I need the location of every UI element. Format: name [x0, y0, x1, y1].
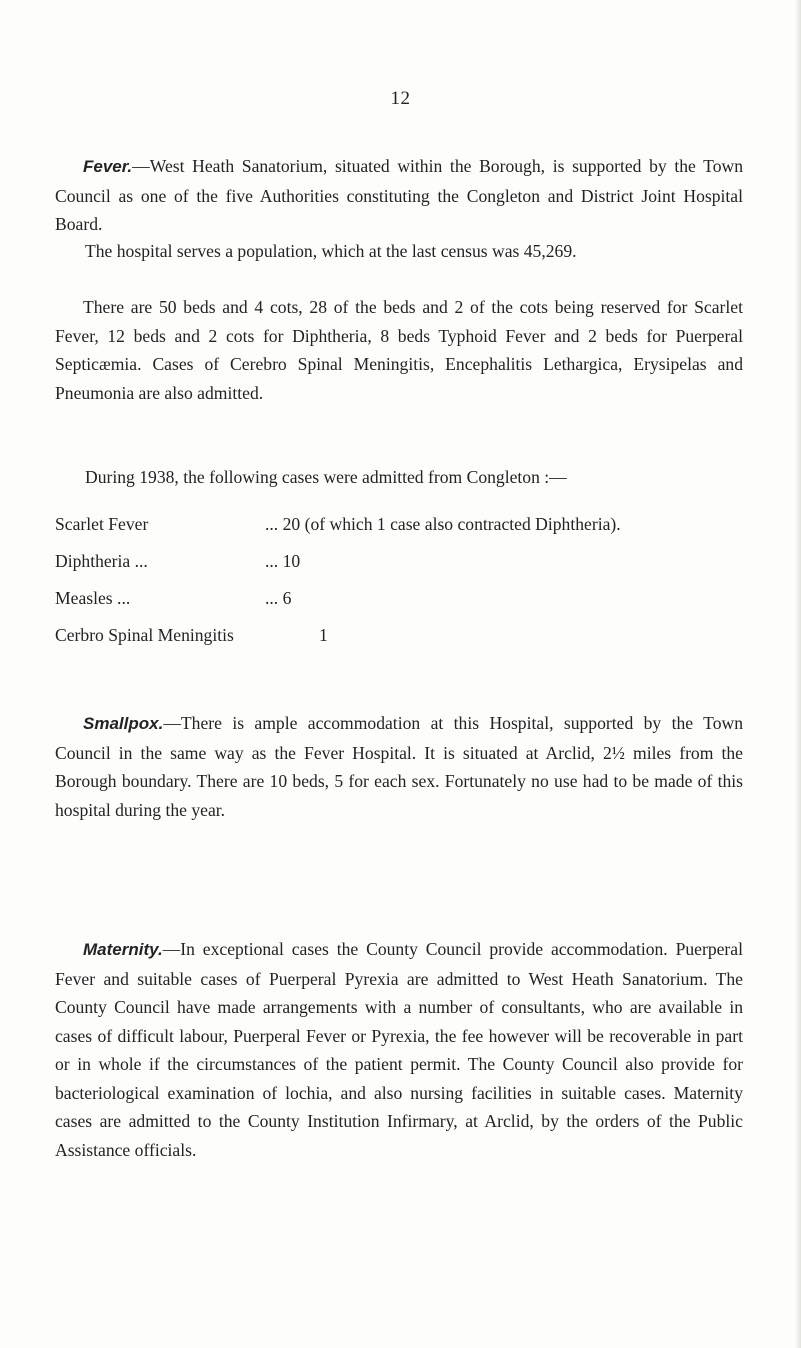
case-count: ... 10: [265, 551, 301, 571]
admissions-list: [55, 506, 755, 654]
case-name: Measles ...: [55, 588, 131, 608]
smallpox-text: —There is ample accommodation at this Hospital, supported by the Town Council in the same way as the Fever Hospital. It is situated at Arclid, 2½ miles from the Borough boundary. There are 10 beds, 5 for each sex. Fortunately no use had to be made of this hospital during the year.: [55, 713, 743, 820]
maternity-heading: Maternity.: [83, 940, 163, 959]
fever-heading: Fever.: [83, 157, 133, 176]
list-item: [55, 617, 755, 654]
list-item: [55, 543, 755, 580]
beds-paragraph: There are 50 beds and 4 cots, 28 of the beds and 2 of the cots being reserved for Scarlet Fever, 12 beds and 2 cots for Diphtheria, 8 beds Typhoid Fever and 2 beds for Puerperal Septicæmia. Cases of Cerebro Spinal Meningitis, Encephalitis Lethargica, Erysipelas and Pneumonia are also admitted.: [55, 297, 743, 403]
case-name: Cerbro Spinal Meningitis: [55, 625, 234, 645]
maternity-text: —In exceptional cases the County Council provide accommodation. Puerperal Fever and suitable cases of Puerperal Pyrexia are admitted to West Heath Sanatorium. The County Council have made arrangements with a number of consultants, who are available in cases of difficult labour, Puerperal Fever or Pyrexia, the fee however will be recoverable in part or in whole if the circumstances of the patient permit. The County Council also provide for bacteriological examination of lochia, and also nursing facilities in suitable cases. Maternity cases are admitted to the County Institution Infirmary, at Arclid, by the orders of the Public Assistance officials.: [55, 939, 743, 1160]
case-count: 1: [319, 625, 328, 645]
smallpox-paragraph: [55, 709, 743, 824]
case-name: Diphtheria ...: [55, 551, 148, 571]
page-number: 12: [390, 88, 411, 109]
case-name: Scarlet Fever: [55, 514, 149, 534]
admissions-intro: During 1938, the following cases were admitted from Congleton :—: [85, 467, 567, 487]
fever-paragraph: [55, 152, 743, 239]
smallpox-heading: Smallpox.: [83, 714, 164, 733]
population-paragraph: The hospital serves a population, which at the last census was 45,269.: [85, 241, 577, 261]
list-item: [55, 506, 755, 543]
list-item: [55, 580, 755, 617]
case-count: ... 6: [265, 588, 292, 608]
maternity-paragraph: [55, 935, 743, 1164]
case-count: ... 20 (of which 1 case also contracted Diphtheria).: [265, 514, 621, 534]
fever-text: —West Heath Sanatorium, situated within the Borough, is supported by the Town Council as one of the five Authorities constituting the Congleton and District Joint Hospital Board.: [55, 156, 743, 234]
page-edge-shadow: [795, 0, 801, 1348]
